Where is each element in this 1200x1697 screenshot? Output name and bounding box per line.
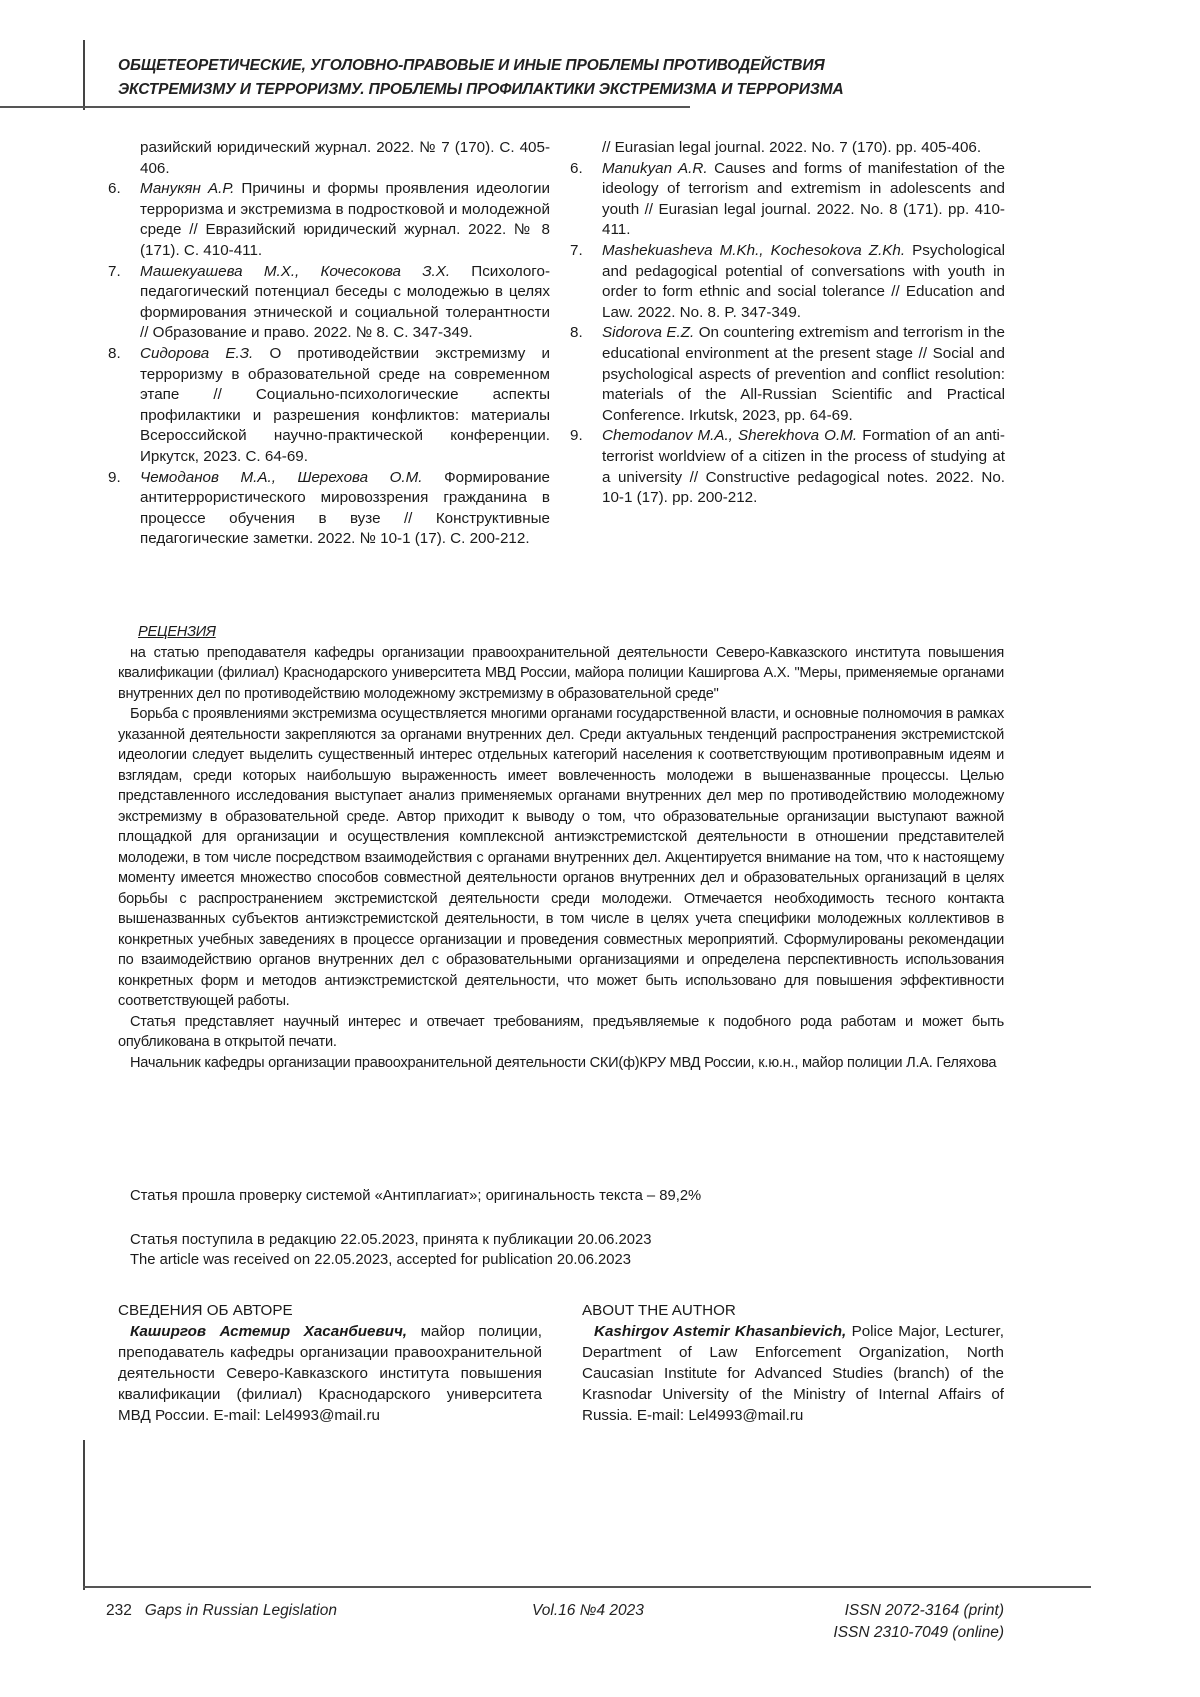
reference-author: Машекуашева М.Х., Кочесокова З.Х.	[140, 263, 450, 280]
footer-left	[106, 1600, 337, 1622]
reference-body	[140, 138, 550, 179]
reference-item	[570, 241, 1005, 323]
reference-body	[140, 468, 550, 550]
header-line-1: ОБЩЕТЕОРЕТИЧЕСКИЕ, УГОЛОВНО-ПРАВОВЫЕ И ИНЫЕ ПРОБЛЕМЫ ПРОТИВОДЕЙСТВИЯ	[118, 54, 1098, 78]
reference-text: разийский юридический журнал. 2022. № 7 (170). С. 405-406.	[140, 139, 550, 177]
running-header	[118, 54, 1098, 102]
header-vertical-rule	[83, 40, 85, 110]
reference-item	[108, 468, 550, 550]
author-details-en: Police Major, Lecturer, Department of Law Enforcement Organization, North Caucasian Institute for Advanced Studies (branch) of the Krasnodar University of the Ministry of Internal Affairs of Russia. E-mail: Lel4993@mail.ru	[582, 1323, 1004, 1424]
review-title: РЕЦЕНЗИЯ	[118, 622, 1004, 643]
reference-number	[570, 138, 602, 159]
reference-body	[140, 179, 550, 261]
footer-issue: Vol.16 №4 2023	[532, 1600, 644, 1622]
header-line-2: ЭКСТРЕМИЗМУ И ТЕРРОРИЗМУ. ПРОБЛЕМЫ ПРОФИЛАКТИКИ ЭКСТРЕМИЗМА И ТЕРРОРИЗМА	[118, 78, 1098, 102]
author-name-ru: Каширгов Астемир Хасанбиевич,	[130, 1323, 407, 1340]
author-info-ru	[118, 1300, 542, 1426]
page-number: 232	[106, 1602, 132, 1619]
reference-text: On countering extremism and terrorism in the educational environment at the present stage // Social and psychological aspects of prevention and conflict resolution: materials of the All-Russian Scientific and Practical Conference. Irkutsk, 2023, pp. 64-69.	[602, 324, 1005, 423]
reference-author: Sidorova E.Z.	[602, 324, 694, 341]
reference-text: Формирование антитеррористического мировоззрения гражданина в процессе обучения в вузе // Конструктивные педагогические заметки. 2022. № 10-1 (17). С. 200-212.	[140, 469, 550, 548]
author-details-ru: майор полиции, преподаватель кафедры организации правоохранительной деятельности Северо-Кавказского института повышения квалификации (филиал) Краснодарского университета МВД России. E-mail: Lel4993@mail.ru	[118, 1323, 542, 1424]
reference-text: // Eurasian legal journal. 2022. No. 7 (170). pp. 405-406.	[602, 139, 981, 156]
reference-number: 7.	[108, 262, 140, 344]
reference-author: Чемоданов М.А., Шерехова О.М.	[140, 469, 423, 486]
review-paragraph: Борьба с проявлениями экстремизма осуществляется многими органами государственной власти, и основные полномочия в рамках указанной деятельности закрепляются за органами внутренних дел. Среди актуальных тенденций распространения экстремистской идеологии следует выделить существенный интерес отдельных категорий населения к соответствующим противоправным идеям и взглядам, среди которых наибольшую выраженность имеет вовлеченность молодежи в вышеназванные процессы. Целью представленного исследования выступает анализ применяемых органами внутренних дел мер по противодействию молодежному экстремизму в образовательной среде. Автор приходит к выводу о том, что образовательные организации выступают важной площадкой для организации и осуществления комплексной антиэкстремистской деятельности в отношении представителей молодежи, в том числе посредством взаимодействия с органами внутренних дел. Акцентируется внимание на том, что к настоящему моменту имеется множество способов совместной деятельности органов внутренних дел и образовательных организаций в целях борьбы с распространением экстремистской деятельности среди молодежи. Отмечается необходимость тесного контакта вышеназванных субъектов антиэкстремистской деятельности, в том числе в целях учета специфики молодежных коллективов в конкретных учебных заведениях в процессе организации и проведения совместных мероприятий. Сформулированы рекомендации по взаимодействию органов внутренних дел с образовательными организациями и определена перспективность использования конкретных форм и методов антиэкстремистской деятельности, что может быть использовано для повышения эффективности соответствующей работы.	[118, 704, 1004, 1012]
reference-author: Manukyan A.R.	[602, 160, 708, 177]
reference-author: Mashekuasheva M.Kh., Kochesokova Z.Kh.	[602, 242, 905, 259]
references-ru	[108, 138, 550, 550]
footer-vertical-rule	[83, 1440, 85, 1590]
reference-item	[570, 138, 1005, 159]
author-heading-en: ABOUT THE AUTHOR	[582, 1300, 1004, 1321]
reference-item	[570, 323, 1005, 426]
reference-number	[108, 138, 140, 179]
reference-number: 9.	[570, 426, 602, 508]
reference-body	[602, 323, 1005, 426]
reference-body	[140, 262, 550, 344]
received-note-ru: Статья поступила в редакцию 22.05.2023, принята к публикации 20.06.2023	[130, 1230, 651, 1250]
reference-number: 6.	[570, 159, 602, 241]
reference-author: Сидорова Е.З.	[140, 345, 253, 362]
review-paragraph: на статью преподавателя кафедры организации правоохранительной деятельности Северо-Кавказского института повышения квалификации (филиал) Краснодарского университета МВД России, майора полиции Каширгова А.Х. "Меры, применяемые органами внутренних дел по противодействию молодежному экстремизму в образовательной среде"	[118, 643, 1004, 705]
reference-body	[602, 426, 1005, 508]
reference-body	[602, 138, 1005, 159]
reference-item	[108, 179, 550, 261]
reference-number: 8.	[108, 344, 140, 468]
author-heading-ru: СВЕДЕНИЯ ОБ АВТОРЕ	[118, 1300, 542, 1321]
references-en	[570, 138, 1005, 509]
reference-text: Психолого-педагогический потенциал беседы с молодежью в целях формирования этнической и социальной толерантности // Образование и право. 2022. № 8. С. 347-349.	[140, 263, 550, 342]
reference-number: 8.	[570, 323, 602, 426]
review-section	[118, 622, 1004, 1073]
reference-text: Formation of an anti-terrorist worldview of a citizen in the process of studying at a university // Constructive pedagogical notes. 2022. No. 10-1 (17). pp. 200-212.	[602, 427, 1005, 506]
footer-issn	[833, 1600, 1004, 1644]
reference-text: О противодействии экстремизму и терроризму в образовательной среде на современном этапе // Социально-психологические аспекты профилактики и разрешения конфликтов: материалы Всероссийской научно-практической конференции. Иркутск, 2023. С. 64-69.	[140, 345, 550, 465]
reference-author: Chemodanov M.A., Sherekhova O.M.	[602, 427, 857, 444]
review-paragraph: Статья представляет научный интерес и отвечает требованиям, предъявляемые к подобного рода работам и может быть опубликована в открытой печати.	[118, 1012, 1004, 1053]
reference-text: Причины и формы проявления идеологии терроризма и экстремизма в подростковой и молодежной среде // Евразийский юридический журнал. 2022. № 8 (171). С. 410-411.	[140, 180, 550, 259]
reference-text: Causes and forms of manifestation of the ideology of terrorism and extremism in adolescents and youth // Eurasian legal journal. 2022. No. 8 (171). pp. 410-411.	[602, 160, 1005, 239]
reference-body	[602, 241, 1005, 323]
reference-number: 6.	[108, 179, 140, 261]
author-name-en: Kashirgov Astemir Khasanbievich,	[594, 1323, 846, 1340]
reference-item	[108, 262, 550, 344]
reference-body	[602, 159, 1005, 241]
reference-item	[570, 159, 1005, 241]
reference-item	[570, 426, 1005, 508]
issn-online: ISSN 2310-7049 (online)	[833, 1622, 1004, 1644]
reference-number: 9.	[108, 468, 140, 550]
footer-rule	[83, 1586, 1091, 1588]
reference-item	[108, 344, 550, 468]
journal-name: Gaps in Russian Legislation	[145, 1602, 337, 1619]
issn-print: ISSN 2072-3164 (print)	[833, 1600, 1004, 1622]
received-note-en: The article was received on 22.05.2023, accepted for publication 20.06.2023	[130, 1250, 631, 1270]
reference-number: 7.	[570, 241, 602, 323]
review-signature: Начальник кафедры организации правоохранительной деятельности СКИ(ф)КРУ МВД России, к.ю.н., майор полиции Л.А. Геляхова	[118, 1053, 1004, 1074]
reference-item	[108, 138, 550, 179]
reference-author: Манукян А.Р.	[140, 180, 234, 197]
reference-text: Psychological and pedagogical potential of conversations with youth in order to form ethnic and social tolerance // Education and Law. 2022. No. 8. P. 347-349.	[602, 242, 1005, 321]
header-rule	[0, 106, 690, 108]
antiplagiat-note: Статья прошла проверку системой «Антиплагиат»; оригинальность текста – 89,2%	[130, 1186, 701, 1206]
author-info-en	[582, 1300, 1004, 1426]
reference-body	[140, 344, 550, 468]
